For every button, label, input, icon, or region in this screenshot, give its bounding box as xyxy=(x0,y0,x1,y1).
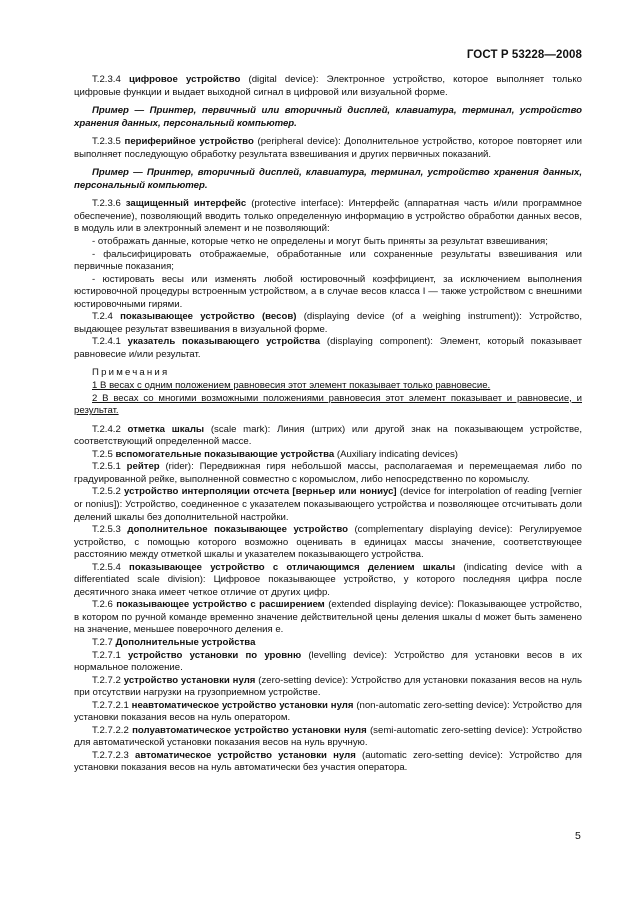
example-paragraph: Пример — Принтер, первичный или вторичный дисплей, клавиатура, терминал, устройство хранения данных, персональный компьютер. xyxy=(74,105,582,129)
term-paragraph: T.2.6 показывающее устройство с расширением (extended displaying device): Показывающее устройство, в котором по ручной команде временно значение действительной цены деления шкалы d может быть заменено на значение, меньшее поверочного деления e. xyxy=(74,599,582,636)
term-paragraph: T.2.5.3 дополнительное показывающее устройство (complementary displaying device): Регулируемое устройство, с помощью которого возможно оценивать в единицах массы значение, соответствующее расстоянию между отметкой шкалы и указателем показывающего устройства. xyxy=(74,524,582,561)
term-paragraph: T.2.4.1 указатель показывающего устройства (displaying component): Элемент, который показывает равновесие и/или результат. xyxy=(74,336,582,360)
note-item: 2 В весах со многими возможными положениями равновесия этот элемент показывает и равновесие, и результат. xyxy=(74,392,582,417)
term-paragraph: T.2.4.2 отметка шкалы (scale mark): Линия (штрих) или другой знак на показывающем устройстве, соответствующий определенной массе. xyxy=(74,423,582,448)
term-paragraph: T.2.4 показывающее устройство (весов) (displaying device (of a weighing instrument)): Устройство, выдающее результат взвешивания в визуальной форме. xyxy=(74,311,582,335)
section-heading: T.2.7 Дополнительные устройства xyxy=(92,636,256,648)
list-item: - отображать данные, которые четко не определены и могут быть приняты за результат взвешивания; xyxy=(92,236,548,248)
document-body xyxy=(74,74,582,775)
term-paragraph: T.2.5.1 рейтер (rider): Передвижная гиря небольшой массы, располагаемая и перемещаемая либо по градуированной рейке, выполненной совместно с коромыслом, либо непосредственно по коромыслу. xyxy=(74,461,583,485)
term-paragraph: T.2.3.6 защищенный интерфейс (protective interface): Интерфейс (аппаратная часть и/или программное обеспечение), позволяющий вводить только определенную информацию в устройство обработки данных весов, в модуль или в электронный элемент и не позволяющий: xyxy=(74,198,583,235)
term-paragraph: T.2.5.4 показывающее устройство с отличающимся делением шкалы (indicating device with a differentiated scale division): Цифровое показывающее устройство, у которого последняя цифра после десятичного знака имеет четкое отличие от других цифр. xyxy=(74,561,582,598)
term-paragraph: T.2.5.2 устройство интерполяции отсчета [верньер или нониус] (device for interpolation of reading [vernier or nonius]): Устройство, соединенное с указателем показывающего устройства и позволяющее отсчитывать доли делений шкалы без дополнительной настройки. xyxy=(74,486,582,523)
term-paragraph: T.2.3.5 периферийное устройство (peripheral device): Дополнительное устройство, которое повторяет или выполняет последующую обработку результата взвешивания и других первичных показаний. xyxy=(74,136,582,160)
term-paragraph: T.2.7.2 устройство установки нуля (zero-setting device): Устройство для установки показания весов на нуль при отсутствии нагрузки на грузоприемном устройстве. xyxy=(74,674,582,699)
list-item: - фальсифицировать отображаемые, обработанные или сохраненные результаты взвешивания или первичные показания; xyxy=(74,248,582,273)
list-item: - юстировать весы или изменять любой юстировочный коэффициент, за исключением выполнения юстировочной процедуры встроенным устройством, а в случае весов класса I — также устройством с внешними юстировочными гирями. xyxy=(74,273,582,310)
term-paragraph: T.2.7.2.1 неавтоматическое устройство установки нуля (non-automatic zero-setting device): Устройство для установки показания весов на нуль оператором. xyxy=(74,699,582,724)
term-paragraph: T.2.7.1 устройство установки по уровню (levelling device): Устройство для установки весов в их нормальное положение. xyxy=(74,649,582,674)
term-paragraph: T.2.5 вспомогательные показывающие устройства (Auxiliary indicating devices) xyxy=(92,448,458,460)
document-id-header: ГОСТ Р 53228—2008 xyxy=(466,49,582,61)
notes-heading: Примечания xyxy=(92,367,170,379)
term-paragraph: T.2.7.2.3 автоматическое устройство установки нуля (automatic zero-setting device): Устройство для установки показания весов на нуль автоматически без участия оператора. xyxy=(74,749,582,774)
term-paragraph: T.2.3.4 цифровое устройство (digital device): Электронное устройство, которое выполняет только цифровые функции и выдает выходной сигнал в цифровой или визуальной форме. xyxy=(74,74,582,98)
note-item: 1 В весах с одним положением равновесия этот элемент показывает только равновесие. xyxy=(92,380,491,392)
example-paragraph: Пример — Принтер, вторичный дисплей, клавиатура, терминал, устройство хранения данных, персональный компьютер. xyxy=(74,167,582,191)
page-number: 5 xyxy=(575,830,581,842)
term-paragraph: T.2.7.2.2 полуавтоматическое устройство установки нуля (semi-automatic zero-setting device): Устройство для автоматической установки показания весов на нуль вручную. xyxy=(74,724,582,749)
